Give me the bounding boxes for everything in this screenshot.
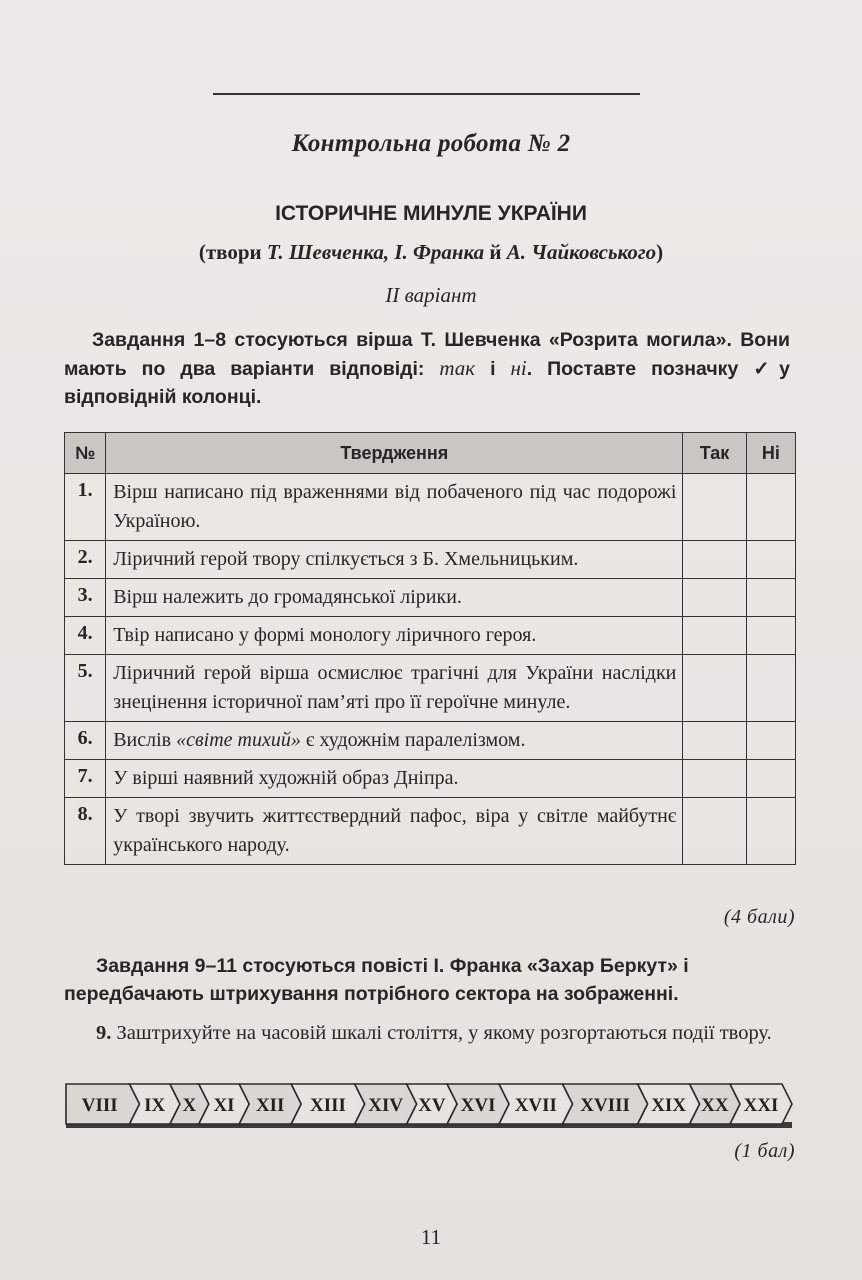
test-title: Контрольна робота № 2	[291, 130, 571, 157]
century-label: XV	[418, 1095, 446, 1116]
statement-pre: Вислів	[113, 729, 177, 751]
question-number: 9.	[96, 1022, 112, 1044]
answer-no-cell[interactable]	[746, 722, 795, 760]
task-9-11-intro: Завдання 9–11 стосуються повісті І. Франка «Захар Беркут» і передбачають штрихування потрібного сектора на зображенні.	[64, 955, 689, 1005]
table-row	[65, 474, 796, 541]
header-statement: Твердження	[106, 433, 683, 474]
century-label: VIII	[81, 1095, 118, 1116]
century-label: XXI	[743, 1095, 779, 1116]
table-header-row	[65, 433, 796, 474]
works-authors: Т. Шевченка, І. Франка	[266, 240, 485, 264]
answer-yes-cell[interactable]	[683, 722, 746, 760]
century-label: XII	[255, 1095, 285, 1116]
top-rule	[213, 93, 640, 95]
century-label: XVIII	[580, 1095, 630, 1116]
answer-no-cell[interactable]	[746, 655, 795, 722]
century-label: XIII	[309, 1095, 346, 1116]
question-9	[64, 1018, 794, 1048]
answer-no-cell[interactable]	[746, 579, 795, 617]
answer-no-cell[interactable]	[746, 760, 795, 798]
answer-no-cell[interactable]	[746, 798, 795, 865]
works-close: )	[656, 240, 664, 264]
header-num: №	[65, 433, 106, 474]
table-row	[65, 798, 796, 865]
century-label: XIX	[651, 1095, 687, 1116]
table-row	[65, 760, 796, 798]
statements-table	[64, 432, 796, 865]
points-label-block1: (4 бали)	[723, 906, 795, 928]
row-statement: Ліричний герой вірша осмислює трагічні для України наслідки знецінення історичної пам’яті про її героїчне минуле.	[106, 655, 683, 722]
century-label: XVII	[514, 1095, 557, 1116]
instruction-yes: так	[439, 356, 476, 380]
row-statement: Вірш належить до громадянської лірики.	[106, 579, 683, 617]
row-statement: У вірші наявний художній образ Дніпра.	[106, 760, 683, 798]
question-text: Заштрихуйте на часовій шкалі століття, у якому розгортаються події твору.	[111, 1022, 772, 1044]
checkmark-icon: ✓	[753, 358, 780, 380]
answer-yes-cell[interactable]	[683, 579, 746, 617]
statement-quote: «світе тихий»	[176, 729, 301, 751]
instruction-part2: . Поставте позначку	[526, 358, 754, 380]
instruction-no: ні	[510, 356, 527, 380]
answer-yes-cell[interactable]	[683, 617, 746, 655]
answer-yes-cell[interactable]	[683, 541, 746, 579]
works-open: (твори	[198, 240, 267, 264]
page-number: 11	[420, 1225, 442, 1249]
table-row	[65, 579, 796, 617]
answer-yes-cell[interactable]	[683, 474, 746, 541]
answer-yes-cell[interactable]	[683, 655, 746, 722]
century-label: X	[182, 1095, 197, 1116]
answer-yes-cell[interactable]	[683, 798, 746, 865]
century-label: XIV	[368, 1095, 404, 1116]
header-yes: Так	[683, 433, 746, 474]
century-label: XVI	[460, 1095, 496, 1116]
instruction-and: і	[475, 358, 511, 380]
answer-no-cell[interactable]	[746, 617, 795, 655]
answer-yes-cell[interactable]	[683, 760, 746, 798]
century-label: XX	[701, 1095, 729, 1116]
row-number: 7.	[65, 760, 106, 798]
century-label: XI	[213, 1095, 235, 1116]
topic-heading: ІСТОРИЧНЕ МИНУЛЕ УКРАЇНИ	[275, 202, 587, 225]
works-and: й	[484, 240, 507, 264]
instruction-part3: у відповідній колонці.	[64, 358, 790, 408]
row-statement: У творі звучить життєствердний пафос, віра у світле майбутнє українського народу.	[106, 798, 683, 865]
table-row	[65, 617, 796, 655]
row-statement: Ліричний герой твору спілкується з Б. Хмельницьким.	[106, 541, 683, 579]
works-subheading	[0, 240, 862, 265]
row-number: 8.	[65, 798, 106, 865]
works-last-author: А. Чайковського	[506, 240, 657, 264]
century-timeline	[64, 1080, 796, 1132]
table-row	[65, 655, 796, 722]
row-statement	[106, 722, 683, 760]
instruction-paragraph	[64, 326, 790, 411]
header-no: Ні	[746, 433, 795, 474]
row-number: 6.	[65, 722, 106, 760]
answer-no-cell[interactable]	[746, 474, 795, 541]
points-label-q9: (1 бал)	[734, 1140, 795, 1162]
row-number: 2.	[65, 541, 106, 579]
row-statement: Твір написано у формі монологу ліричного героя.	[106, 617, 683, 655]
statement-post: є художнім паралелізмом.	[300, 729, 526, 751]
answer-no-cell[interactable]	[746, 541, 795, 579]
table-row	[65, 722, 796, 760]
row-statement: Вірш написано під враженнями від побаченого під час подорожі Україною.	[106, 474, 683, 541]
instruction-part1: Завдання 1–8 стосуються вірша Т. Шевченка «Розрита могила». Вони мають по два варіанти відповіді:	[64, 329, 790, 380]
row-number: 3.	[65, 579, 106, 617]
row-number: 5.	[65, 655, 106, 722]
century-label: IX	[144, 1095, 166, 1116]
table-row	[65, 541, 796, 579]
row-number: 4.	[65, 617, 106, 655]
variant-label: ІІ варіант	[385, 283, 477, 307]
row-number: 1.	[65, 474, 106, 541]
